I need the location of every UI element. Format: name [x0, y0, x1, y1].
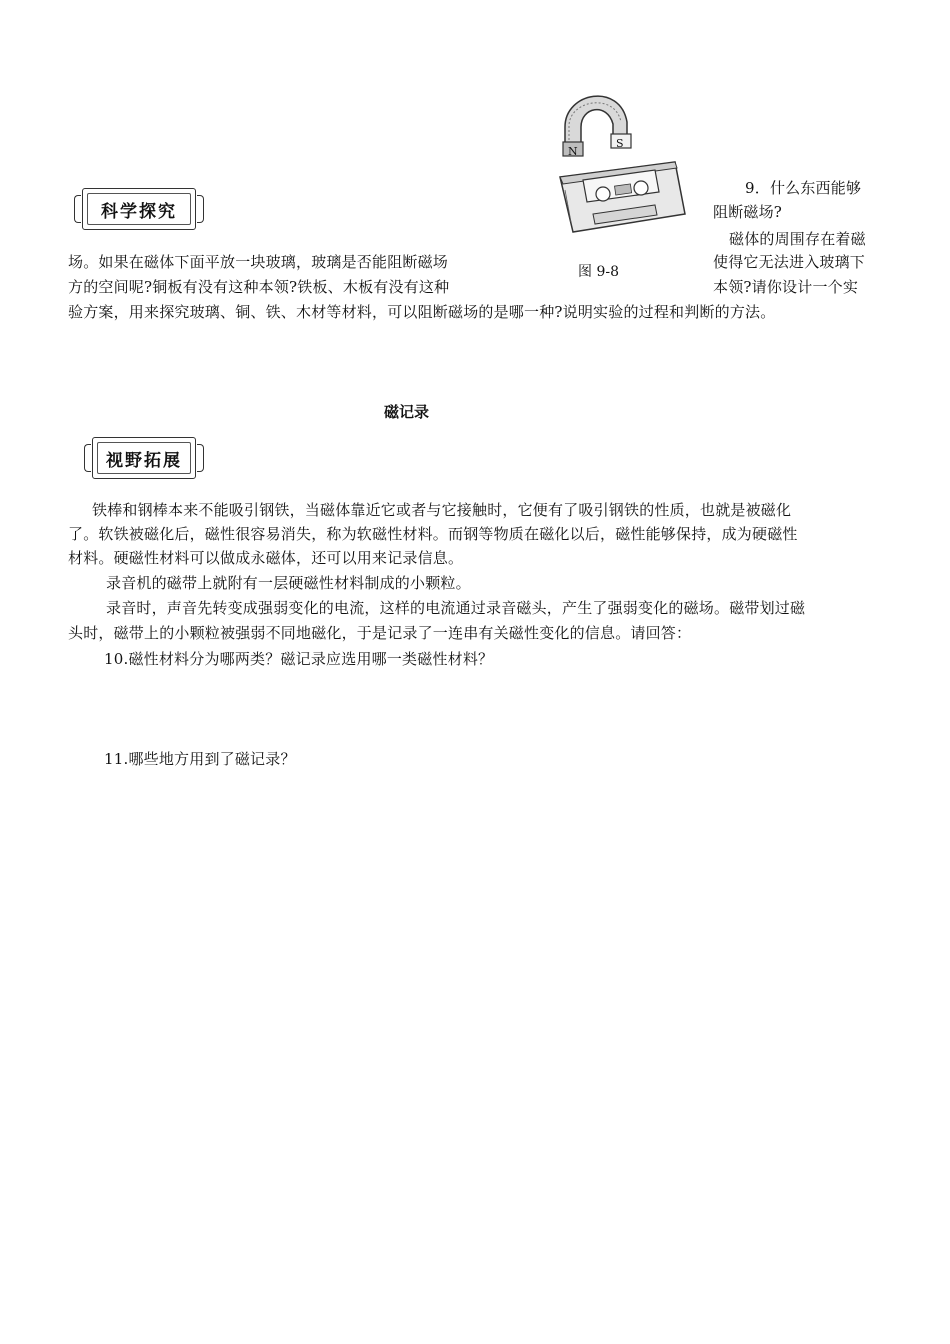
question-9-line-2: 阻断磁场?: [713, 203, 783, 221]
badge-label: 视野拓展: [106, 450, 182, 471]
question-9-left-line-4: 场。如果在磁体下面平放一块玻璃，玻璃是否能阻断磁场: [68, 253, 449, 271]
badge-label: 科学探究: [101, 201, 177, 222]
pole-s-label: S: [616, 137, 624, 150]
horizon-expansion-badge: [92, 437, 196, 479]
paragraph-1-line-2: 了。软铁被磁化后，磁性很容易消失，称为软磁性材料。而钢等物质在磁化以后，磁性能够保持，成为硬磁性: [68, 525, 798, 543]
question-9-line-6: 验方案，用来探究玻璃、铜、铁、木材等材料，可以阻断磁场的是哪一种?说明实验的过程和判断的方法。: [68, 303, 776, 321]
paragraph-3-line-1: 录音时，声音先转变成强弱变化的电流，这样的电流通过录音磁头，产生了强弱变化的磁场。磁带划过磁: [106, 599, 806, 617]
figure-magnet-cassette: [545, 82, 700, 242]
pole-n-label: N: [568, 145, 578, 158]
horseshoe-magnet-icon: [563, 96, 631, 158]
question-9-line-1: 9．什么东西能够: [745, 179, 862, 197]
cassette-tape-icon: [560, 162, 685, 232]
paragraph-1-line-1: 铁棒和钢棒本来不能吸引钢铁，当磁体靠近它或者与它接触时，它便有了吸引钢铁的性质，也就是被磁化: [92, 501, 792, 519]
paragraph-2: 录音机的磁带上就附有一层硬磁性材料制成的小颗粒。: [106, 574, 471, 592]
question-10: 10.磁性材料分为哪两类？磁记录应选用哪一类磁性材料？: [104, 650, 494, 668]
question-11: 11.哪些地方用到了磁记录？: [104, 750, 296, 768]
question-9-line-3: 磁体的周围存在着磁: [729, 230, 866, 248]
question-9-right-line-4: 使得它无法进入玻璃下: [713, 253, 866, 271]
section-title: 磁记录: [384, 403, 430, 421]
science-inquiry-badge: [82, 188, 196, 230]
paragraph-1-line-3: 材料。硬磁性材料可以做成永磁体，还可以用来记录信息。: [68, 549, 464, 567]
question-9-left-line-5: 方的空间呢?铜板有没有这种本领?铁板、木板有没有这种: [68, 278, 450, 296]
paragraph-3-line-2: 头时，磁带上的小颗粒被强弱不同地磁化，于是记录了一连串有关磁性变化的信息。请回答：: [68, 624, 692, 642]
figure-caption: 图 9-8: [578, 264, 619, 280]
question-9-right-line-5: 本领?请你设计一个实: [713, 278, 859, 296]
